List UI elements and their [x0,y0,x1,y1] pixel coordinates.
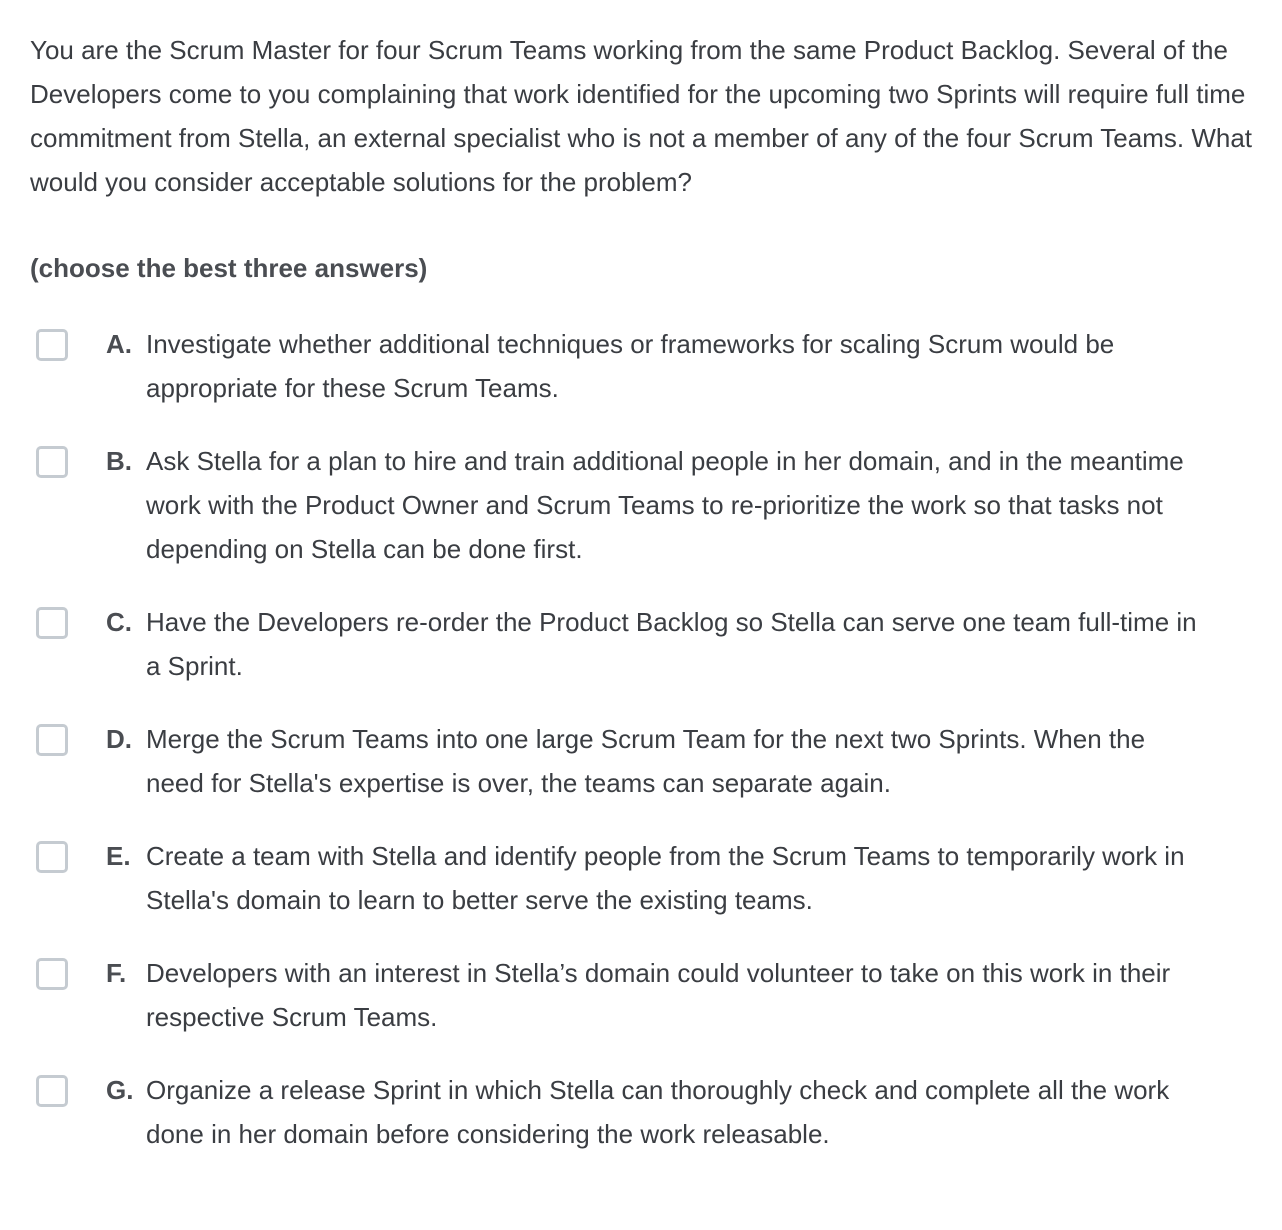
option-a-checkbox[interactable] [36,329,68,361]
option-d-letter: D. [106,724,132,754]
option-d[interactable] [30,717,1270,805]
option-d-checkbox[interactable] [36,724,68,756]
option-f-letter: F. [106,958,127,988]
option-f[interactable] [30,951,1270,1039]
option-a-letter: A. [106,329,132,359]
option-a-text: Investigate whether additional techniques or frameworks for scaling Scrum would be appropriate for these Scrum Teams. [146,329,1115,403]
option-g-checkbox[interactable] [36,1075,68,1107]
options-list [30,322,1270,1156]
option-g-text: Organize a release Sprint in which Stella can thoroughly check and complete all the work done in her domain before considering the work releasable. [146,1075,1170,1149]
option-e-checkbox[interactable] [36,841,68,873]
option-g-letter: G. [106,1075,134,1105]
option-b-checkbox[interactable] [36,446,68,478]
option-c[interactable] [30,600,1270,688]
option-b-letter: B. [106,446,132,476]
option-c-letter: C. [106,607,132,637]
option-f-checkbox[interactable] [36,958,68,990]
option-e-letter: E. [106,841,131,871]
option-c-text: Have the Developers re-order the Product Backlog so Stella can serve one team full-time in a Sprint. [146,607,1197,681]
option-e[interactable] [30,834,1270,922]
option-b[interactable] [30,439,1270,571]
option-e-text: Create a team with Stella and identify people from the Scrum Teams to temporarily work in Stella's domain to learn to better serve the existing teams. [146,841,1185,915]
question-text: You are the Scrum Master for four Scrum Teams working from the same Product Backlog. Several of the Developers come to you complaining that work identified for the upcoming two Sprints will require full time commitment from Stella, an external specialist who is not a member of any of the four Scrum Teams. What would you consider acceptable solutions for the problem? [30,35,1253,197]
option-g[interactable] [30,1068,1270,1156]
option-d-text: Merge the Scrum Teams into one large Scrum Team for the next two Sprints. When the need for Stella's expertise is over, the teams can separate again. [146,724,1146,798]
option-f-text: Developers with an interest in Stella’s domain could volunteer to take on this work in their respective Scrum Teams. [146,958,1171,1032]
answer-instruction: (choose the best three answers) [30,253,428,283]
option-a[interactable] [30,322,1270,410]
option-b-text: Ask Stella for a plan to hire and train additional people in her domain, and in the meantime work with the Product Owner and Scrum Teams to re-prioritize the work so that tasks not depending on Stella can be done first. [146,446,1184,564]
option-c-checkbox[interactable] [36,607,68,639]
